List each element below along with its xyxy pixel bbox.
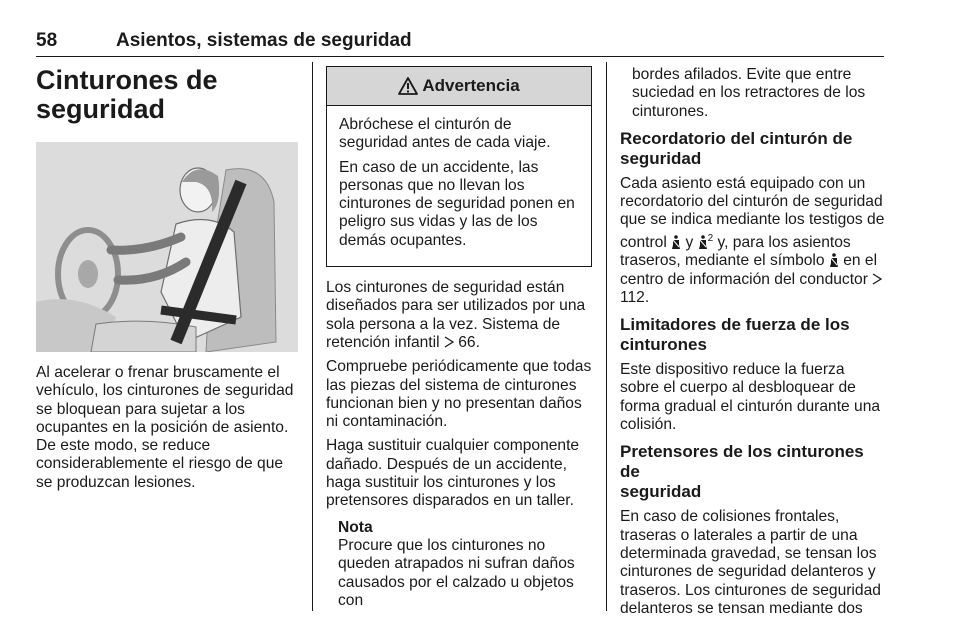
paragraph: Cada asiento está equipado con un recordatorio del cinturón de seguridad que se indica mediante los testigos de control y $^2$ y, para los asientos traseros, mediante el símbolo en el centro de información del conductor 112.: [620, 174, 885, 306]
paragraph: Este dispositivo reduce la fuerza sobre el cuerpo al desbloquear de forma gradual el cinturón durante una colisión.: [620, 361, 881, 434]
warning-title: Advertencia: [422, 75, 520, 95]
page-reference-link[interactable]: 66.: [458, 333, 480, 351]
seatbelt-driver-illustration-icon: [36, 142, 298, 352]
column-3: [620, 58, 886, 624]
column-divider: [312, 62, 313, 611]
note-text: Procure que los cinturones no queden atrapados ni sufran daños causados por el calzado u objetos con: [338, 536, 575, 609]
seatbelt-reminder-icon: [671, 235, 681, 249]
paragraph: Compruebe periódicamente que todas las piezas del sistema de cinturones funcionan bien y no presentan daños ni contaminación.: [326, 358, 592, 431]
intro-paragraph: Al acelerar o frenar bruscamente el vehículo, los cinturones de seguridad se bloquean para sujetar a los ocupantes en la posición de asiento. De este modo, se reduce considerablemente el riesgo de que se produzcan lesiones.: [36, 364, 294, 491]
paragraph: En caso de colisiones frontales, traseras o laterales a partir de una determinada gravedad, se tensan los cinturones de seguridad delanteros y traseros. Los cinturones de seguridad delanteros se tensan mediante dos: [620, 508, 881, 617]
paragraph: Haga sustituir cualquier componente dañado. Después de un accidente, haga sustituir los cinturones y los pretensores disparados en un taller.: [326, 437, 580, 510]
seatbelt-reminder-icon: [698, 235, 708, 249]
page-reference-arrow-icon: [872, 273, 882, 285]
note-continuation: bordes afilados. Evite que entre suciedad en los retractores de los cinturones.: [632, 66, 866, 120]
warning-box: [326, 66, 592, 267]
chapter-title: Cinturones de seguridad: [36, 65, 218, 124]
section-heading: Pretensores de los cinturones de seguridad: [620, 442, 864, 502]
page-header: [36, 30, 884, 57]
seatbelt-driver-illustration: [36, 142, 298, 352]
page-reference-arrow-icon: [444, 336, 454, 348]
section-heading: Recordatorio del cinturón de seguridad: [620, 128, 853, 168]
warning-paragraph: En caso de un accidente, las personas que no llevan los cinturones de seguridad ponen en peligro sus vidas y las de los demás ocupantes.: [339, 158, 575, 249]
warning-paragraph: Abróchese el cinturón de seguridad antes de cada viaje.: [339, 116, 551, 152]
page-number: 58: [36, 30, 58, 51]
column-2: [326, 58, 592, 610]
seatbelt-reminder-icon: [829, 253, 839, 267]
column-divider: [606, 62, 607, 611]
page-reference-link[interactable]: 112.: [620, 288, 650, 306]
note-title: Nota: [338, 518, 373, 536]
warning-header: [327, 67, 591, 106]
note: [338, 519, 592, 610]
paragraph: Los cinturones de seguridad están diseñados para ser utilizados por una sola persona a la vez. Sistema de retención infantil 66.: [326, 279, 586, 351]
warning-triangle-icon: [398, 77, 418, 95]
warning-body: [327, 106, 591, 266]
section-title: Asientos, sistemas de seguridad: [116, 30, 412, 51]
section-heading: Limitadores de fuerza de los cinturones: [620, 315, 850, 355]
column-1: [36, 58, 298, 498]
